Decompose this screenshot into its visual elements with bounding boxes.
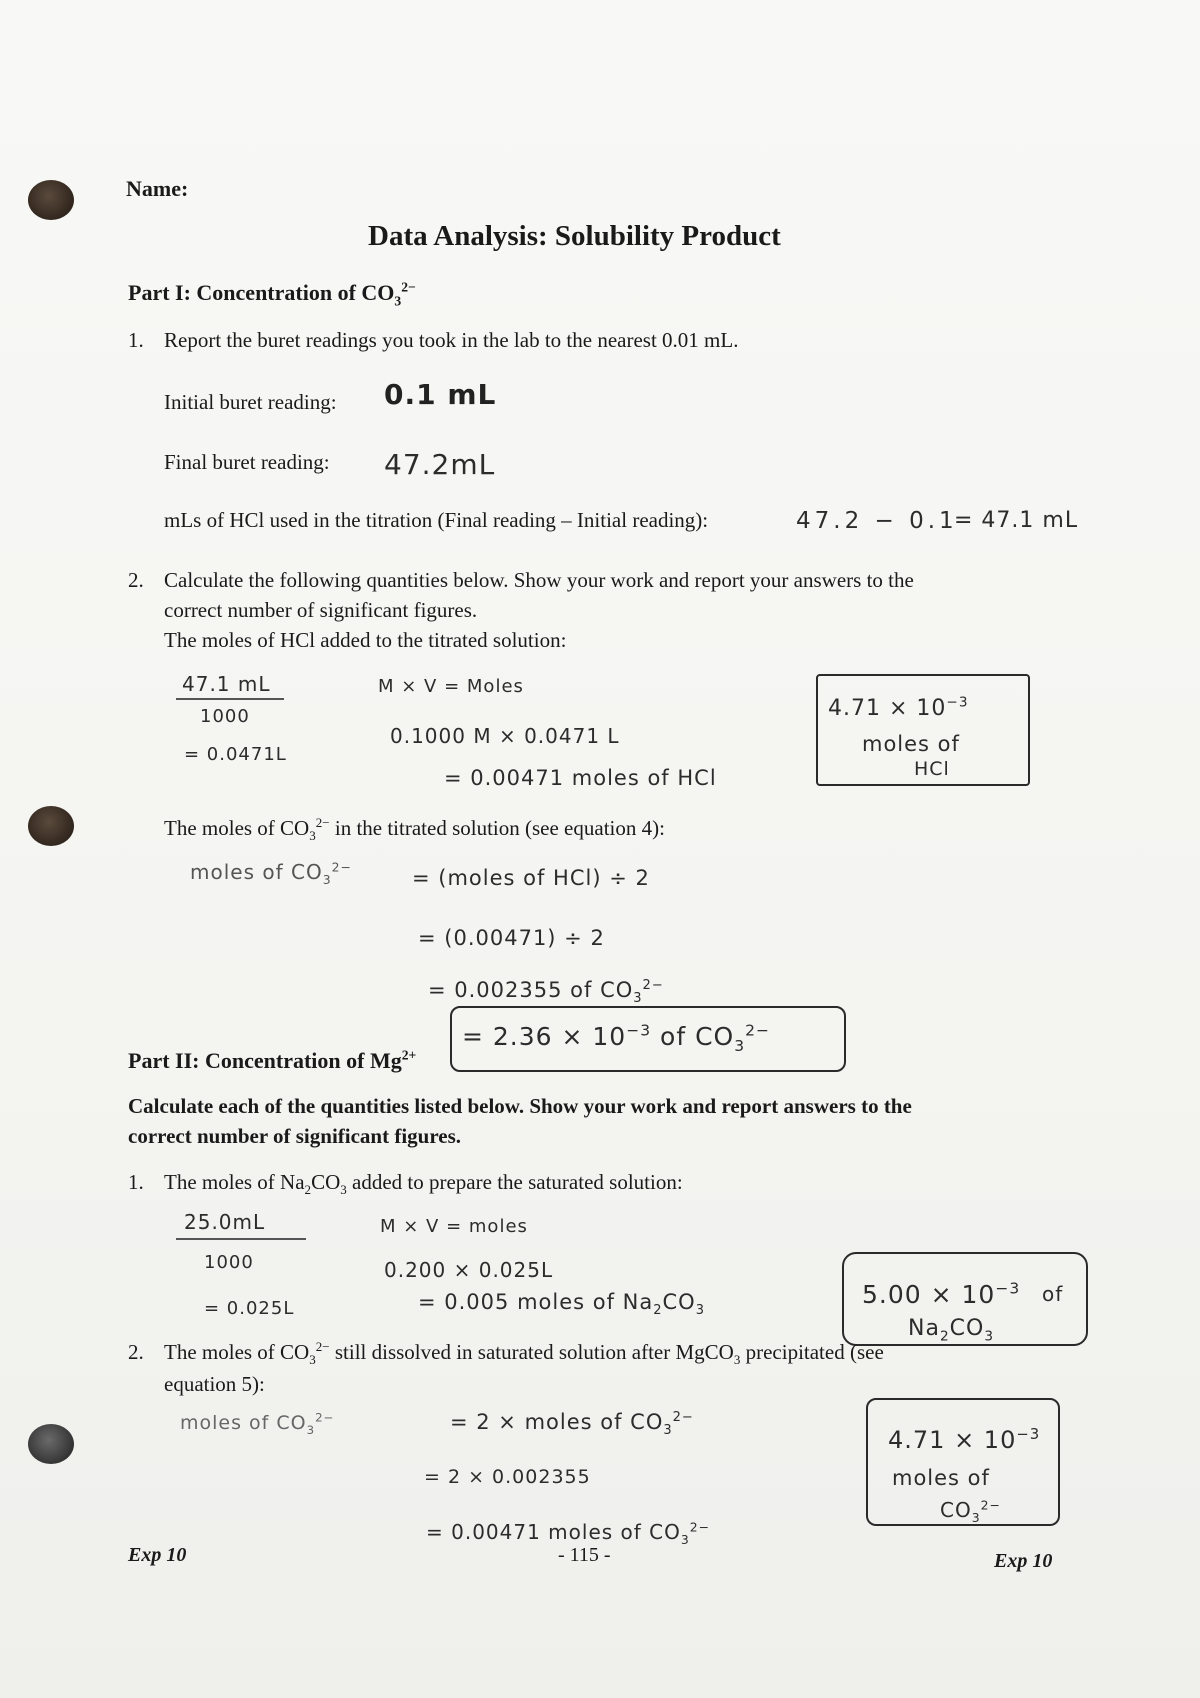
na2co3-result: = 0.005 moles of $Na_2CO_3$ [418,1290,705,1319]
co3-eq2: = (0.00471) ÷ 2 [418,926,605,950]
co3-dissolved-eq1: = 2 × moles of $CO_3^{2-}$ [450,1410,694,1439]
co3-dissolved-lhs: moles of $CO_3^{2-}$ [180,1410,335,1437]
moles-co3-label: The moles of $CO_3^{2-}$ in the titrated solution (see equation 4): [164,815,665,844]
na2co3-fraction-bar [176,1238,306,1240]
initial-reading-label: Initial buret reading: [164,390,337,414]
hcl-answer-line2: moles of [862,732,960,756]
part2-q1-text: The moles of $Na_2CO_3$ added to prepare the saturated solution: [164,1170,683,1198]
part1-q1-number: 1. [128,328,144,352]
binder-hole-middle [28,806,74,846]
part1-heading: Part I: Concentration of $CO_3^{2-}$ [128,279,416,309]
co3-dissolved-eq3: = 0.00471 moles of $CO_3^{2-}$ [426,1519,711,1547]
na2co3-fraction-denominator: 1000 [204,1252,254,1273]
part1-q1-text: Report the buret readings you took in the lab to the nearest 0.01 mL. [164,328,739,352]
na2co3-formula: M × V = moles [380,1216,528,1237]
part1-q2-number: 2. [128,568,144,592]
co3-dissolved-answer-line1: $4.71 \times 10^{-3}$ [888,1425,1041,1454]
initial-reading-value: 0.1 mL [384,378,497,411]
footer-left: Exp 10 [128,1544,187,1566]
co3-dissolved-answer-line2: moles of [892,1466,990,1490]
na2co3-fraction-result: = 0.025L [204,1298,295,1319]
footer-right: Exp 10 [994,1550,1053,1572]
hcl-used-label: mLs of HCl used in the titration (Final reading – Initial reading): [164,508,709,532]
footer-page-number: - 115 - [558,1544,611,1566]
na2co3-answer-of: of [1042,1282,1064,1306]
hcl-fraction-numerator: 47.1 mL [182,672,271,696]
co3-lhs: moles of $CO_3^{2-}$ [190,859,352,887]
hcl-used-calc: 47.2 − 0.1 [796,508,958,534]
moles-hcl-label: The moles of HCl added to the titrated solution: [164,628,567,652]
part2-intro-line2: correct number of significant figures. [128,1124,462,1148]
co3-answer: = $2.36 \times 10^{-3}$ of $CO_3^{2-}$ [462,1021,770,1055]
hcl-result: = 0.00471 moles of HCl [444,766,717,790]
hcl-fraction-denominator: 1000 [200,706,250,727]
part2-heading: Part II: Concentration of $Mg^{2+}$ [128,1047,417,1073]
part1-q2-text-line1: Calculate the following quantities below. Show your work and report your answers to the [164,568,914,592]
na2co3-fraction-numerator: 25.0mL [184,1210,266,1234]
binder-hole-bottom [28,1424,74,1464]
name-label: Name: [126,176,189,201]
part2-q1-number: 1. [128,1170,144,1194]
part1-q2-text-line2: correct number of significant figures. [164,598,478,622]
part2-q2-text-line1: The moles of $CO_3^{2-}$ still dissolved in saturated solution after MgCO$_3$ precipitated (see [164,1339,884,1368]
co3-dissolved-eq2: = 2 × 0.002355 [424,1466,591,1488]
hcl-answer-line1: $4.71 \times 10^{-3}$ [828,694,969,721]
na2co3-answer-line2: $Na_2CO_3$ [908,1316,994,1345]
hcl-fraction-result: = 0.0471L [184,744,287,765]
final-reading-label: Final buret reading: [164,450,330,474]
binder-hole-top [28,180,74,220]
co3-eq1: = (moles of HCl) ÷ 2 [412,866,650,890]
part2-q2-text-line2: equation 5): [164,1372,265,1396]
hcl-used-result: = 47.1 mL [954,508,1079,533]
hcl-calc: 0.1000 M × 0.0471 L [390,724,620,748]
na2co3-calc: 0.200 × 0.025L [384,1258,554,1282]
co3-eq3: = 0.002355 of $CO_3^{2-}$ [428,978,664,1007]
co3-dissolved-answer-line3: $CO_3^{2-}$ [940,1497,1001,1525]
final-reading-value: 47.2mL [384,448,496,481]
part2-q2-number: 2. [128,1340,144,1364]
hcl-answer-line3: HCl [914,758,950,780]
page-title: Data Analysis: Solubility Product [368,220,781,252]
hcl-formula: M × V = Moles [378,676,524,697]
part2-intro-line1: Calculate each of the quantities listed below. Show your work and report answers to the [128,1094,912,1118]
hcl-fraction-bar [176,698,284,700]
na2co3-answer-line1: $5.00 \times 10^{-3}$ [862,1279,1021,1309]
